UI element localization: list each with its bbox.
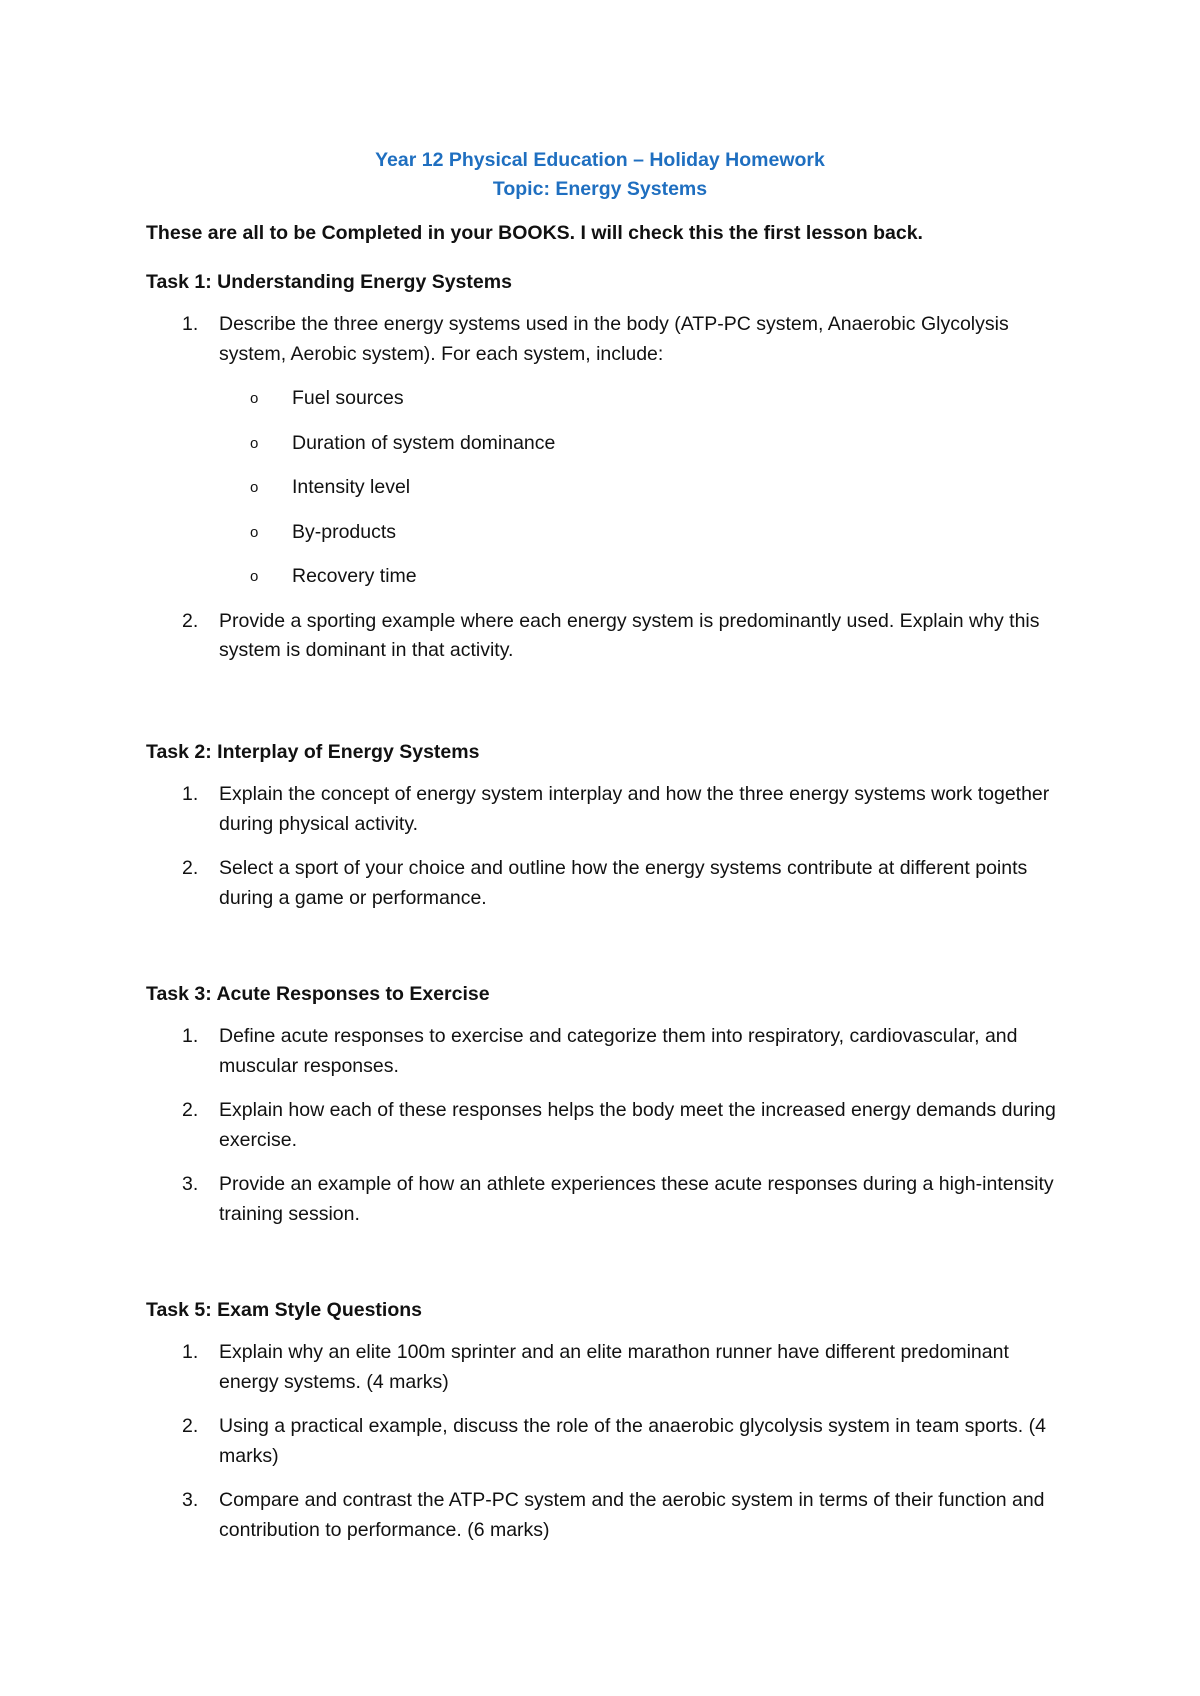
item-text: Explain why an elite 100m sprinter and an elite marathon runner have different predominant energy systems. (4 marks) <box>219 1341 1009 1393</box>
item-number: 2. <box>182 609 199 632</box>
task-1-item-2 <box>146 607 1066 666</box>
task-5-heading: Task 5: Exam Style Questions <box>146 1299 422 1321</box>
bullet-marker: o <box>250 434 259 452</box>
item-text: Explain the concept of energy system interplay and how the three energy systems work together during physical activity. <box>219 783 1050 835</box>
task-3-item-2 <box>146 1096 1066 1155</box>
task-2-section <box>146 739 1066 913</box>
sub-item-intensity <box>219 473 1066 503</box>
bullet-marker: o <box>250 568 259 585</box>
item-number: 1. <box>182 313 199 335</box>
item-number: 3. <box>182 1173 199 1195</box>
task-2-list <box>146 780 1066 913</box>
task-1-item-1 <box>146 310 1066 592</box>
item-number: 2. <box>182 1099 199 1121</box>
item-number: 2. <box>182 1415 199 1437</box>
task-3-heading: Task 3: Acute Responses to Exercise <box>146 983 490 1005</box>
item-text: Using a practical example, discuss the role of the anaerobic glycolysis system in team sports. (4 marks) <box>219 1415 1046 1467</box>
task-1-list <box>146 310 1066 666</box>
item-number: 1. <box>182 783 199 805</box>
item-number: 3. <box>182 1489 199 1511</box>
item-text: Provide an example of how an athlete experiences these acute responses during a high-intensity training session. <box>219 1173 1054 1225</box>
document-topic: Topic: Energy Systems <box>492 178 708 200</box>
sub-item-duration <box>219 429 1066 459</box>
item-text: Explain how each of these responses helps the body meet the increased energy demands during exercise. <box>219 1099 1056 1151</box>
task-1-heading: Task 1: Understanding Energy Systems <box>146 271 512 293</box>
item-number: 2. <box>182 857 199 879</box>
instruction-text: These are all to be Completed in your BOOKS. I will check this the first lesson back. <box>146 222 923 244</box>
task-5-item-1 <box>146 1338 1066 1397</box>
item-text: Define acute responses to exercise and categorize them into respiratory, cardiovascular, and muscular responses. <box>219 1025 1018 1077</box>
item-text: Describe the three energy systems used in the body (ATP-PC system, Anaerobic Glycolysis system, Aerobic system). For each system, include: <box>219 313 1009 365</box>
task-2-heading: Task 2: Interplay of Energy Systems <box>146 741 480 763</box>
title-block <box>0 146 1200 204</box>
task-2-item-2 <box>146 854 1066 913</box>
item-text: Compare and contrast the ATP-PC system and the aerobic system in terms of their function and contribution to performance. (6 marks) <box>219 1489 1045 1541</box>
sub-item-text: By-products <box>292 520 397 543</box>
task-1-sub-list <box>219 384 1066 592</box>
item-number: 1. <box>182 1341 199 1363</box>
task-5-list <box>146 1338 1066 1545</box>
task-5-item-2 <box>146 1412 1066 1471</box>
sub-item-text: Duration of system dominance <box>292 431 556 454</box>
document-title: Year 12 Physical Education – Holiday Homework <box>375 149 825 171</box>
task-2-item-1 <box>146 780 1066 839</box>
item-text: Select a sport of your choice and outline how the energy systems contribute at different points during a game or performance. <box>219 857 1028 909</box>
bullet-marker: o <box>250 390 259 407</box>
task-5-section <box>146 1297 1066 1545</box>
task-3-list <box>146 1022 1066 1229</box>
sub-item-text: Intensity level <box>292 476 411 498</box>
task-3-item-3 <box>146 1170 1066 1229</box>
sub-item-text: Recovery time <box>292 565 417 587</box>
sub-item-text: Fuel sources <box>292 387 404 409</box>
bullet-marker: o <box>250 523 259 541</box>
task-1-section <box>146 269 1066 666</box>
sub-item-recovery <box>219 562 1066 592</box>
sub-item-by-products <box>219 518 1066 548</box>
item-number: 1. <box>182 1025 199 1047</box>
item-text: Provide a sporting example where each energy system is predominantly used. Explain why this system is dominant in that activity. <box>219 609 1040 661</box>
bullet-marker: o <box>250 479 259 496</box>
task-5-item-3 <box>146 1486 1066 1545</box>
task-3-section <box>146 981 1066 1229</box>
task-3-item-1 <box>146 1022 1066 1081</box>
sub-item-fuel-sources <box>219 384 1066 414</box>
